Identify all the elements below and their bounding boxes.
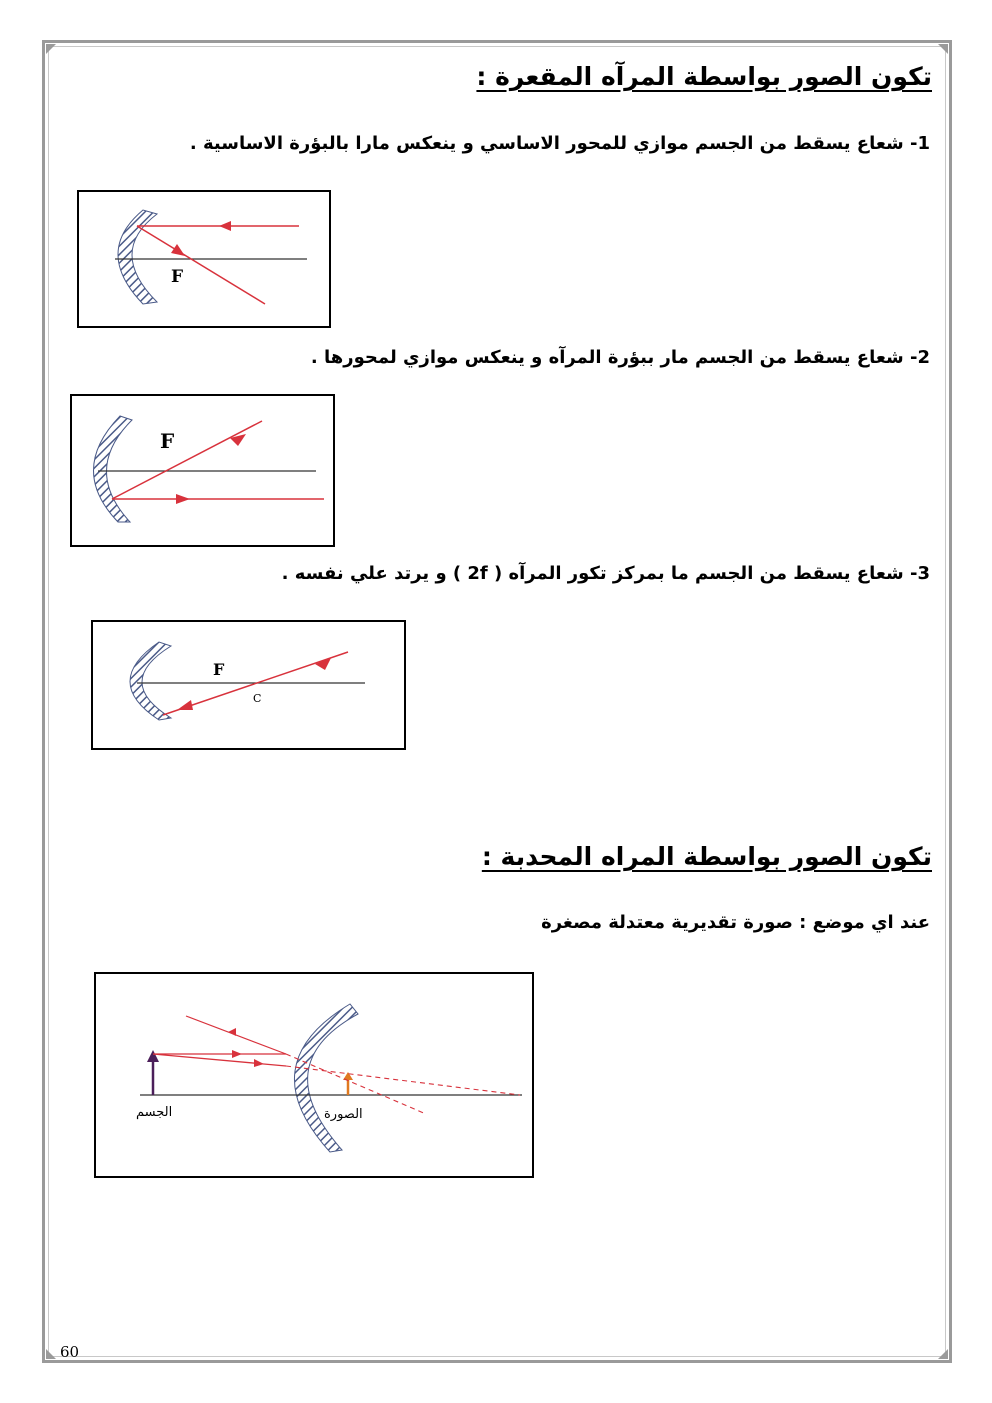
- corner-ornament: [46, 1349, 56, 1359]
- ray-arrow: [254, 1059, 264, 1067]
- concave-mirror-diagram: [79, 192, 329, 326]
- ray-arrow: [177, 700, 193, 710]
- diagram-convex-mirror: [94, 972, 534, 1178]
- corner-ornament: [938, 44, 948, 54]
- reflected-ray: [137, 226, 265, 304]
- convex-rule-text: عند اي موضع : صورة تقديرية معتدلة مصغرة: [541, 912, 930, 933]
- rule-3-text: 3- شعاع يسقط من الجسم ما بمركز تكور المرآه ( 2f ) و يرتد علي نفسه .: [281, 563, 930, 584]
- virtual-ray: [286, 1066, 520, 1095]
- center-label: C: [253, 692, 262, 705]
- corner-ornament: [46, 44, 56, 54]
- diagram-parallel-ray: [77, 190, 331, 328]
- diagram-center-ray: [91, 620, 406, 750]
- page-number: 60: [60, 1343, 80, 1361]
- mirror-shape: [118, 210, 157, 304]
- concave-mirror-heading: تكون الصور بواسطة المرآه المقعرة :: [476, 62, 932, 91]
- focus-label: F: [160, 429, 175, 453]
- concave-mirror-diagram: [93, 622, 404, 748]
- convex-mirror-diagram: [96, 974, 532, 1176]
- convex-mirror-heading: تكون الصور بواسطة المراه المحدبة :: [481, 842, 932, 871]
- object-label: الجسم: [136, 1105, 173, 1120]
- diagram-focus-ray: [70, 394, 335, 547]
- concave-mirror-diagram: [72, 396, 333, 545]
- corner-ornament: [938, 1349, 948, 1359]
- incident-ray: [112, 421, 262, 499]
- ray-arrow: [228, 1028, 236, 1036]
- rule-1-text: 1- شعاع يسقط من الجسم موازي للمحور الاساسي و ينعكس مارا بالبؤرة الاساسية .: [189, 133, 930, 154]
- ray-arrow: [219, 221, 231, 231]
- rule-2-text: 2- شعاع يسقط من الجسم مار ببؤرة المرآه و ينعكس موازي لمحورها .: [310, 347, 930, 368]
- ray-arrow: [176, 494, 190, 504]
- mirror-shape: [93, 416, 132, 522]
- ray-arrow: [171, 244, 185, 256]
- focus-label: F: [171, 267, 184, 287]
- ray-arrow: [232, 1050, 242, 1058]
- focus-label: F: [213, 660, 225, 679]
- image-label: الصورة: [324, 1107, 363, 1122]
- mirror-shape: [130, 642, 171, 720]
- object-arrowhead: [147, 1050, 159, 1062]
- incident-ray: [153, 1054, 286, 1066]
